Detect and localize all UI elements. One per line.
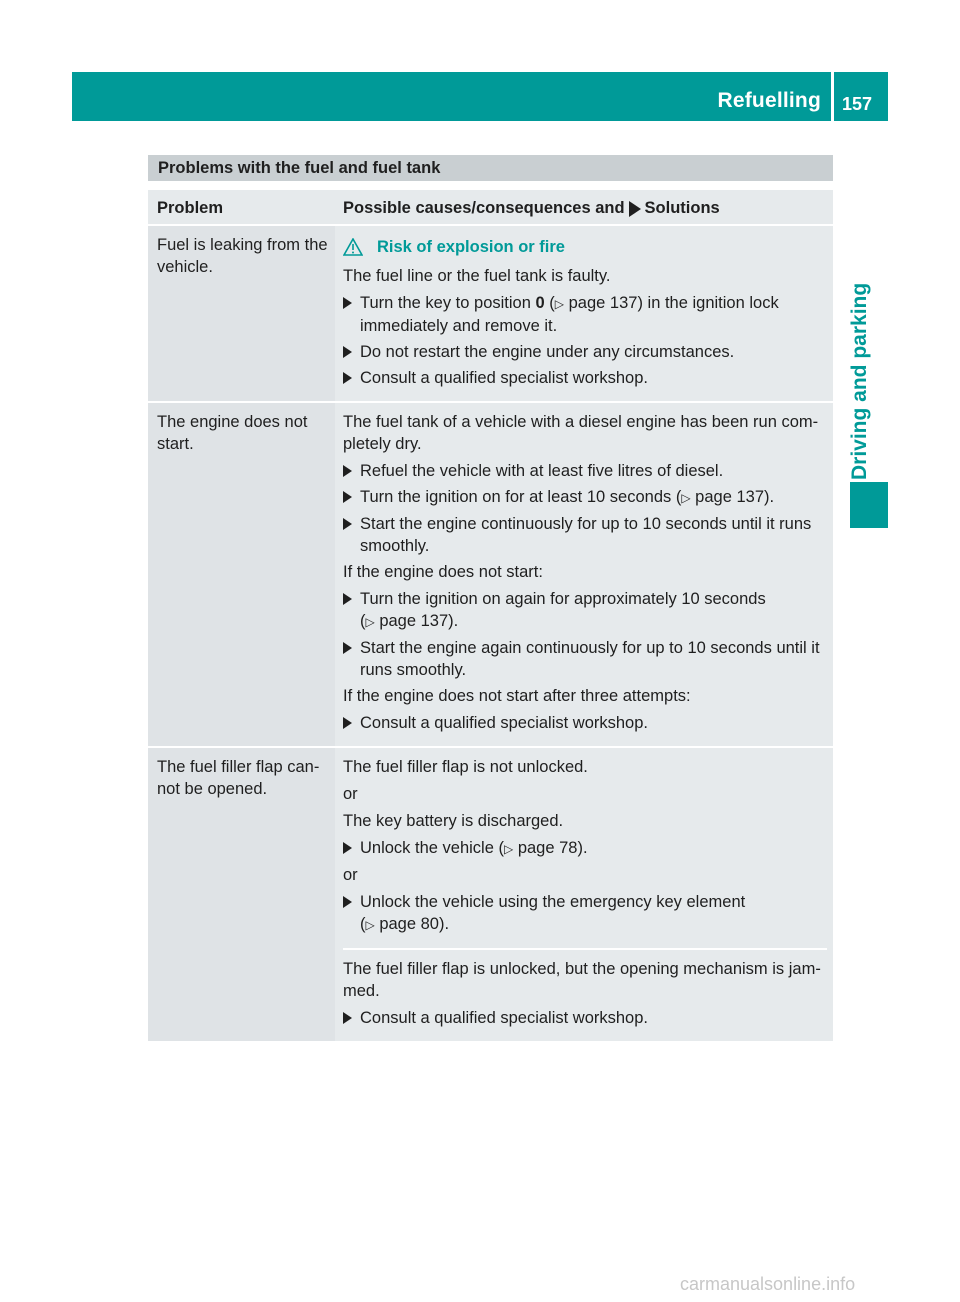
or-text: or (343, 785, 358, 803)
column-header-problem: Problem (157, 199, 224, 217)
page-ref-link[interactable]: page 78 (517, 839, 578, 857)
list-item: Unlock the vehicle (▷ page 78). (343, 837, 827, 860)
bullet-arrow-icon (343, 518, 352, 530)
solution-block (343, 403, 827, 746)
page-ref-icon: ▷ (365, 615, 375, 629)
section-bar (148, 155, 833, 181)
step-text: Refuel the vehicle with at least five litres of diesel. (360, 462, 724, 480)
step-text: Turn the ignition on again for approximately 10 seconds (360, 590, 766, 608)
condition-text: If the engine does not start after three attempts: (343, 687, 691, 705)
warning-line (343, 236, 827, 258)
step-text: Do not restart the engine under any circumstances. (360, 343, 735, 361)
step-text: Start the engine continuously for up to 10 seconds until it runs smoothly. (360, 515, 812, 555)
list-item (343, 460, 827, 482)
bullet-arrow-icon (343, 491, 352, 503)
list-item: Turn the ignition on for at least 10 seconds (▷ page 137). (343, 486, 827, 509)
key-position: 0 (535, 294, 545, 312)
bullet-arrow-icon (343, 297, 352, 309)
header-text-solutions: Solutions (644, 199, 720, 217)
page-ref-icon: ▷ (504, 842, 514, 856)
bullet-arrow-icon (343, 896, 352, 908)
table-row (148, 748, 833, 1043)
bullet-arrow-icon (343, 346, 352, 358)
step-text: Unlock the vehicle using the emergency key element (360, 893, 746, 911)
step-text: Turn the ignition on for at least 10 seconds (360, 488, 672, 506)
step-text: in the ignition lock immediately and remove it. (360, 294, 779, 335)
bullet-arrow-icon (343, 642, 352, 654)
page-ref-link[interactable]: page 80 (379, 915, 439, 933)
solution-cell (335, 403, 833, 746)
step-text: Turn the key to position (360, 294, 531, 312)
bullet-arrow-icon (343, 372, 352, 384)
problem-cell: Fuel is leaking from the vehicle. (148, 226, 335, 401)
warning-text: Risk of explosion or fire (377, 238, 565, 256)
list-item: Unlock the vehicle using the emergency key element (▷ page 80). (343, 891, 827, 936)
chapter-title: Refuelling (717, 89, 821, 112)
solution-block (343, 748, 827, 948)
step-text: Unlock the vehicle (360, 839, 494, 857)
page-ref-icon: ▷ (681, 491, 691, 505)
header-text-causes: Possible causes/consequences and (343, 199, 625, 217)
side-tab-label: Driving and parking (848, 282, 871, 480)
page-ref-link[interactable]: page 137 (568, 294, 638, 312)
section-title: Problems with the fuel and fuel tank (158, 159, 441, 177)
condition-text: If the engine does not start: (343, 563, 543, 581)
table-row (148, 403, 833, 748)
warning-triangle-icon (343, 238, 363, 256)
page-header (72, 72, 888, 121)
bullet-arrow-icon (343, 593, 352, 605)
bullet-arrow-icon (343, 717, 352, 729)
side-tab-marker (850, 482, 888, 528)
cause-text: The key battery is discharged. (343, 812, 564, 830)
problem-cell: The fuel filler flap can-not be opened. (148, 748, 335, 1041)
bullet-arrow-icon (343, 465, 352, 477)
solution-cell (335, 748, 833, 1041)
solution-block (343, 948, 827, 1041)
table-header (148, 190, 833, 226)
step-text: Consult a qualified specialist workshop. (360, 369, 648, 387)
page-ref-icon: ▷ (554, 297, 565, 311)
solution-block (343, 226, 827, 401)
bullet-arrow-icon (343, 842, 352, 854)
step-text: Consult a qualified specialist workshop. (360, 714, 648, 732)
list-item (343, 367, 827, 389)
list-item (343, 341, 827, 363)
list-item: Turn the key to position 0 (▷ page 137) in the ignition lock immediately and remove it. (343, 292, 827, 337)
header-divider (831, 72, 834, 121)
arrow-right-icon (629, 201, 641, 217)
table-row (148, 226, 833, 403)
page-number: 157 (842, 94, 873, 114)
cause-text: The fuel filler flap is unlocked, but the opening mechanism is jam-med. (343, 960, 821, 1000)
watermark: carmanualsonline.info (680, 1274, 856, 1294)
or-text: or (343, 866, 358, 884)
cause-text: The fuel tank of a vehicle with a diesel engine has been run com-pletely dry. (343, 413, 819, 453)
page-ref-link[interactable]: page 137 (379, 612, 449, 630)
list-item (343, 1007, 827, 1029)
column-header-solutions (335, 190, 833, 224)
bullet-arrow-icon (343, 1012, 352, 1024)
cause-text: The fuel line or the fuel tank is faulty. (343, 267, 611, 285)
list-item (343, 513, 827, 557)
solution-cell (335, 226, 833, 401)
list-item (343, 637, 827, 681)
problem-cell: The engine does not start. (148, 403, 335, 746)
cause-text: The fuel filler flap is not unlocked. (343, 758, 588, 776)
step-text: Start the engine again continuously for up to 10 seconds until it runs smoothly. (360, 639, 820, 679)
page-ref-link[interactable]: page 137 (695, 488, 764, 506)
list-item: Turn the ignition on again for approximately 10 seconds (▷ page 137). (343, 588, 827, 633)
page-ref-icon: ▷ (365, 918, 375, 932)
problems-table (148, 190, 833, 1043)
list-item (343, 712, 827, 734)
step-text: Consult a qualified specialist workshop. (360, 1009, 648, 1027)
